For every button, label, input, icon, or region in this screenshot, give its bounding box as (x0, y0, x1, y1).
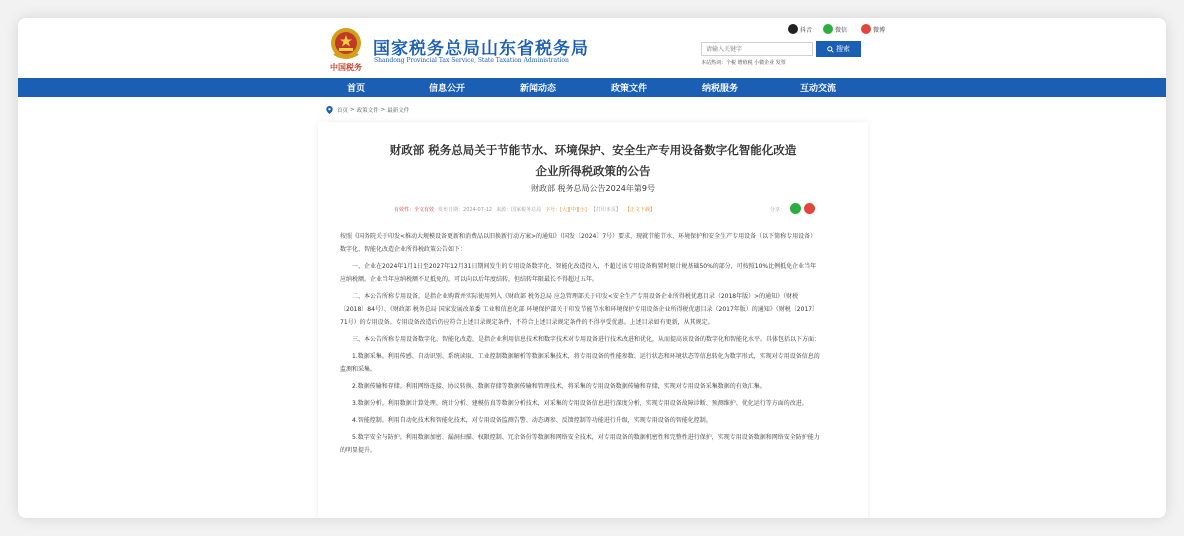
breadcrumb-policy[interactable]: 政策文件 (356, 108, 379, 114)
font-size-selector[interactable]: 字号：[大][中][小] (545, 207, 587, 213)
breadcrumb-latest[interactable]: 最新文件 (387, 108, 410, 114)
paragraph: 5.数字安全与防护。利用数据加密、漏洞扫描、权限控制、冗余备份等数据和网络安全技术，对专用设备的数据机密性和完整性进行保护，实现专用设备数据和网络安全防护能力的明显提升。 (340, 434, 820, 454)
article-title-line1: 财政部 税务总局关于节能节水、环境保护、安全生产专用设备数字化智能化改造 (389, 143, 797, 157)
validity-status: 有效性：全文有效 (394, 207, 435, 213)
main-nav (18, 78, 1166, 97)
national-emblem-icon (328, 26, 364, 62)
paragraph: 3.数据分析。利用数据计算处理、统计分析、建模仿真等数据分析技术，对采集的专用设备信息进行深度分析，实现专用设备故障诊断、预测维护、优化运行等方面的改进。 (352, 400, 808, 407)
search-button[interactable]: 搜索 (816, 41, 861, 57)
document-number: 财政部 税务总局公告2024年第9号 (531, 184, 655, 193)
social-weixin-link[interactable]: 微信 (823, 24, 847, 34)
nav-tax-service[interactable]: 纳税服务 (701, 84, 738, 94)
paragraph: 4.智能控制。利用自动化技术和智能化技术，对专用设备监测告警、动态调参、反馈控制等功能进行升级，实现专用设备的智能化控制。 (352, 417, 712, 424)
publish-date: 发布日期：2024-07-12 (438, 207, 493, 213)
douyin-icon (788, 24, 798, 34)
article-meta (394, 206, 659, 213)
article-body (340, 230, 820, 461)
tax-seal-logo: 中国税务 (330, 63, 362, 72)
nav-interaction[interactable]: 互动交流 (799, 84, 836, 94)
download-link[interactable]: 【正文下载】 (624, 207, 655, 213)
share-label: 分享： (770, 207, 786, 213)
nav-policy[interactable]: 政策文件 (610, 84, 647, 94)
breadcrumb: 首页 > 政策文件 > 最新文件 (326, 106, 409, 114)
weixin-icon (823, 24, 833, 34)
nav-info-public[interactable]: 信息公开 (428, 84, 465, 94)
paragraph: 一、企业在2024年1月1日至2027年12月31日期间发生的专用设备数字化、智能化改造投入，不超过该专用设备购置时原计税基础50%的部分，可按照10%比例抵免企业当年应纳税额。企业当年应纳税额不足抵免的，可以向以后年度结转，但结转年限最长不得超过五年。 (340, 263, 817, 283)
hot-words: 本站热词：个税 增值税 小微企业 发票 (701, 60, 786, 66)
browser-frame (18, 18, 1166, 518)
social-douyin-link[interactable]: 抖音 (788, 24, 812, 34)
paragraph: 三、本公告所称专用设备数字化、智能化改造，是指企业利用信息技术和数字技术对专用设备进行技术改进和优化，从而提高该设备的数字化和智能化水平。具体包括以下方面： (352, 336, 821, 343)
weibo-icon (861, 24, 871, 34)
paragraph: 1.数据采集。利用传感、自动识别、系统读取、工业控制数据解析等数据采集技术，将专用设备的性能参数、运行状态和环境状态等信息转化为数字形式，实现对专用设备信息的监测和采集。 (340, 353, 820, 373)
share-weixin-icon[interactable] (790, 203, 801, 214)
article-panel (318, 122, 868, 518)
paragraph: 二、本公告所称专用设备，是指企业购置并实际使用列入《财政部 税务总局 应急管理部关于印发<安全生产专用设备企业所得税优惠目录（2018年版）>的通知》（财税〔2018〕84号）、《财政部 税务总局 国家发展改革委 工业和信息化部 环境保护部关于印发节能节水和环境保护专用设备企业所得税优惠目录（2017年版）的通知》（财税〔2017〕71号）的专用设备。专用设备改造后仍应符合上述目录规定条件，不符合上述目录规定条件的不得享受优惠。上述目录如有更新，从其规定。 (340, 293, 819, 326)
article-source: 来源：国家税务总局 (496, 207, 542, 213)
site-title[interactable]: 国家税务总局山东省税务局 (373, 39, 589, 59)
social-weibo-link[interactable]: 微博 (861, 24, 885, 34)
article-title-line2: 企业所得税政策的公告 (535, 164, 651, 178)
nav-news[interactable]: 新闻动态 (519, 84, 556, 94)
paragraph: 按照《国务院关于印发<推动大规模设备更新和消费品以旧换新行动方案>的通知》（国发〔2024〕7号）要求，现就节能节水、环境保护和安全生产专用设备（以下简称专用设备）数字化、智能化改造企业所得税政策公告如下： (340, 233, 817, 253)
nav-home[interactable]: 首页 (346, 84, 365, 94)
breadcrumb-home[interactable]: 首页 (337, 108, 349, 114)
site-header (18, 18, 1166, 78)
search-icon (827, 46, 834, 53)
search-input[interactable] (701, 42, 813, 56)
paragraph: 2.数据传输和存储。利用网络连接、协议转换、数据存储等数据传输和管理技术，将采集的专用设备数据传输和存储，实现对专用设备采集数据的有效汇集。 (352, 383, 766, 390)
share-weibo-icon[interactable] (804, 203, 815, 214)
site-subtitle: Shandong Provincial Tax Service, State Taxation Administration (374, 57, 569, 64)
print-link[interactable]: 【打印本页】 (590, 207, 621, 213)
location-pin-icon (326, 106, 333, 114)
